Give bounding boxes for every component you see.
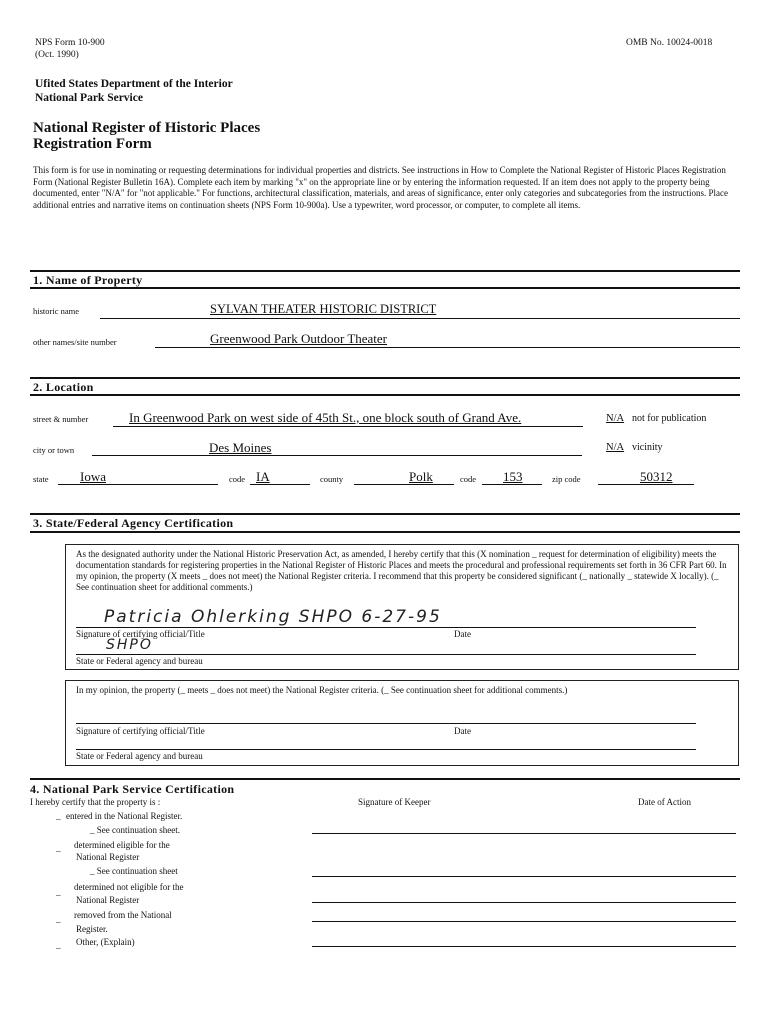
nps-item-not-eligible: determined not eligible for the bbox=[74, 882, 184, 892]
agency-line-2 bbox=[76, 749, 696, 750]
form-title-line1: National Register of Historic Places bbox=[33, 120, 261, 136]
keeper-label: Signature of Keeper bbox=[358, 797, 431, 807]
section3-bottom-rule bbox=[30, 531, 740, 533]
street-line bbox=[113, 426, 583, 427]
opinion-box bbox=[65, 680, 739, 766]
nps-item-eligible-continuation: _ See continuation sheet bbox=[90, 866, 178, 876]
city-value[interactable]: Des Moines bbox=[209, 440, 272, 455]
nps-item-eligible-line2: National Register bbox=[76, 852, 140, 862]
certifying-signature: Patricia Ohlerking SHPO 6-27-95 bbox=[104, 607, 442, 627]
section2-heading: 2. Location bbox=[33, 380, 94, 394]
nps-item-eligible-line bbox=[312, 876, 736, 877]
nps-item-entered: entered in the National Register. bbox=[66, 811, 183, 821]
agency-handwritten: SHPO bbox=[106, 637, 153, 653]
vicinity-label: vicinity bbox=[632, 442, 663, 453]
state-code-value[interactable]: IA bbox=[256, 469, 270, 484]
section4-intro: I hereby certify that the property is : bbox=[30, 797, 161, 807]
street-label: street & number bbox=[33, 414, 89, 424]
opinion-text: In my opinion, the property (_ meets _ does not meet) the National Register criteria. (_ See continuation sheet for additional comments.) bbox=[76, 685, 568, 695]
omb-number: OMB No. 10024-0018 bbox=[626, 38, 713, 48]
signature-label: Signature of certifying official/Title bbox=[76, 629, 205, 639]
nps-item-entered-continuation: _ See continuation sheet. bbox=[90, 825, 180, 835]
nps-item-mark[interactable]: _ bbox=[56, 914, 61, 924]
county-label: county bbox=[320, 474, 344, 484]
city-line bbox=[92, 455, 582, 456]
section2-top-rule bbox=[30, 377, 740, 379]
nps-item-mark[interactable]: _ bbox=[56, 811, 61, 821]
service: National Park Service bbox=[35, 92, 143, 104]
historic-name-line bbox=[100, 318, 740, 319]
section1-top-rule bbox=[30, 270, 740, 272]
county-code-label: code bbox=[460, 474, 477, 484]
state-certification-box bbox=[65, 544, 739, 670]
department: Ufited States Department of the Interior bbox=[35, 78, 233, 90]
nps-item-eligible: determined eligible for the bbox=[74, 840, 170, 850]
nps-item-other: Other, (Explain) bbox=[76, 937, 135, 947]
agency-label-2: State or Federal agency and bureau bbox=[76, 751, 203, 761]
section3-heading: 3. State/Federal Agency Certification bbox=[33, 516, 234, 530]
section4-top-rule bbox=[30, 778, 740, 780]
vicinity-value[interactable]: N/A bbox=[606, 442, 625, 453]
street-value[interactable]: In Greenwood Park on west side of 45th St., one block south of Grand Ave. bbox=[129, 410, 522, 425]
nps-item-not-eligible-line2: National Register bbox=[76, 895, 140, 905]
nps-item-mark[interactable]: _ bbox=[56, 887, 61, 897]
form-date: (Oct. 1990) bbox=[35, 50, 79, 60]
nps-item-removed: removed from the National bbox=[74, 910, 172, 920]
historic-name-label: historic name bbox=[33, 306, 80, 316]
date-label: Date bbox=[454, 629, 471, 639]
agency-line bbox=[76, 654, 696, 655]
nps-item-mark[interactable]: _ bbox=[56, 843, 61, 853]
nps-item-other-line bbox=[312, 946, 736, 947]
form-title-line2: Registration Form bbox=[33, 136, 152, 152]
not-for-publication-value[interactable]: N/A bbox=[606, 413, 625, 424]
other-names-line bbox=[155, 347, 740, 348]
state-code-label: code bbox=[229, 474, 246, 484]
signature-line-2 bbox=[76, 723, 696, 724]
section1-bottom-rule bbox=[30, 287, 740, 289]
other-names-label: other names/site number bbox=[33, 337, 117, 347]
section4-heading: 4. National Park Service Certification bbox=[30, 782, 235, 796]
signature-label-2: Signature of certifying official/Title bbox=[76, 726, 205, 736]
county-value[interactable]: Polk bbox=[409, 469, 433, 484]
city-label: city or town bbox=[33, 445, 75, 455]
nps-item-removed-line bbox=[312, 921, 736, 922]
nps-item-not-eligible-line bbox=[312, 902, 736, 903]
nps-item-entered-line bbox=[312, 833, 736, 834]
form-number: NPS Form 10-900 bbox=[35, 38, 105, 48]
state-value[interactable]: Iowa bbox=[80, 469, 106, 484]
section1-heading: 1. Name of Property bbox=[33, 273, 143, 287]
certification-text: As the designated authority under the National Historic Preservation Act, as amended, I hereby certify that this (X nomination _ request for determination of eligibility) meets the documentation standards for registering properties in the National Register of Historic Places and meets the procedural and professional requirements set forth in 36 CFR Part 60. In my opinion, the property (X meets _ does not meet) the National Register criteria. I recommend that this property be considered significant (_ nationally _ statewide X locally). (_ See continuation sheet for additional comments.) bbox=[76, 549, 727, 592]
section3-top-rule bbox=[30, 513, 740, 515]
signature-line bbox=[76, 627, 696, 628]
agency-label: State or Federal agency and bureau bbox=[76, 656, 203, 666]
zip-value[interactable]: 50312 bbox=[640, 469, 673, 484]
not-for-publication-label: not for publication bbox=[632, 413, 707, 424]
intro-paragraph: This form is for use in nominating or requesting determinations for individual properties and districts. See instructions in How to Complete the National Register of Historic Places Registration Form (National Register Bulletin 16A). Complete each item by marking "x" on the appropriate line or by entering the information requested. If an item does not apply to the property being documented, enter "N/A" for "not applicable." For functions, architectural classification, materials, and areas of significance, enter only categories and subcategories from the instructions. Place additional entries and narrative items on continuation sheets (NPS Form 10-900a). Use a typewriter, word processor, or computer, to complete all items. bbox=[33, 165, 728, 210]
historic-name-value[interactable]: SYLVAN THEATER HISTORIC DISTRICT bbox=[210, 302, 437, 316]
state-label: state bbox=[33, 474, 49, 484]
date-of-action-label: Date of Action bbox=[638, 797, 691, 807]
zip-label: zip code bbox=[552, 474, 581, 484]
county-line bbox=[354, 484, 454, 485]
county-code-value[interactable]: 153 bbox=[503, 469, 523, 484]
nps-item-mark[interactable]: _ bbox=[56, 940, 61, 950]
section2-bottom-rule bbox=[30, 394, 740, 396]
other-names-value[interactable]: Greenwood Park Outdoor Theater bbox=[210, 331, 388, 346]
date-label-2: Date bbox=[454, 726, 471, 736]
nps-item-removed-line2: Register. bbox=[76, 924, 108, 934]
